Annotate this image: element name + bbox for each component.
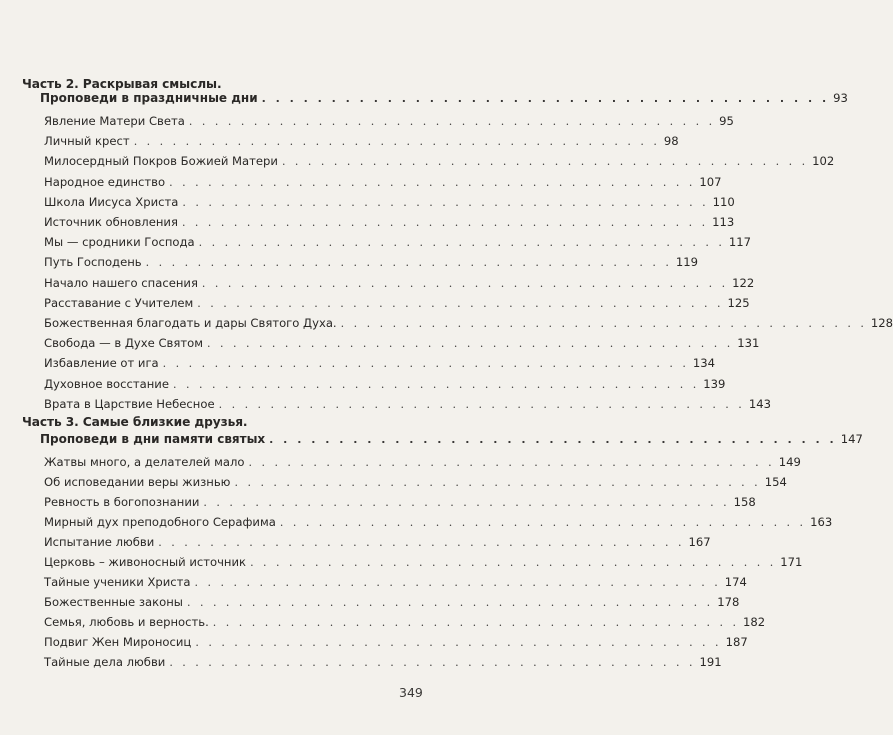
dot-leader: . . . . . . . . . . . . . . . . . . . . . . . . . . . . . . . . . . . . . . . . . bbox=[133, 135, 660, 149]
entry-title: Мы — сродники Господа bbox=[44, 235, 195, 250]
dot-leader: . . . . . . . . . . . . . . . . . . . . . . . . . . . . . . . . . . . . . . . . . bbox=[172, 377, 700, 391]
toc-entry[interactable] bbox=[0, 396, 771, 415]
toc-entry[interactable] bbox=[0, 535, 711, 553]
page-ref: 107 bbox=[699, 174, 722, 189]
toc-entry[interactable] bbox=[0, 595, 740, 613]
toc-entry[interactable] bbox=[0, 336, 760, 354]
toc-entry[interactable] bbox=[0, 475, 787, 493]
entry-title: Школа Иисуса Христа bbox=[44, 194, 179, 209]
part-2-title: Часть 2. Раскрывая смыслы. bbox=[22, 77, 222, 91]
toc-entry[interactable] bbox=[0, 455, 801, 473]
entry-title: Мирный дух преподобного Серафима bbox=[44, 515, 276, 529]
entry-title: Божественная благодать и дары Святого Духа. bbox=[44, 316, 337, 330]
entry-title: Милосердный Покров Божией Матери bbox=[44, 154, 278, 169]
page-ref: 93 bbox=[833, 91, 848, 105]
entry-title: Церковь – живоносный источник bbox=[44, 555, 247, 569]
page-number: 349 bbox=[399, 685, 423, 700]
toc-entry[interactable] bbox=[0, 275, 755, 294]
dot-leader: . . . . . . . . . . . . . . . . . . . . . . . . . . . . . . . . . . . . . . . . . bbox=[182, 195, 709, 209]
entry-title: Источник обновления bbox=[44, 215, 178, 229]
page-ref: 128 bbox=[870, 316, 893, 330]
section-label: Проповеди в дни памяти святых bbox=[40, 432, 266, 446]
toc-entry[interactable] bbox=[0, 655, 722, 673]
page-ref: 122 bbox=[732, 275, 755, 290]
dot-leader: . . . . . . . . . . . . . . . . . . . . . . . . . . . . . . . . . . . . . . . . . bbox=[186, 596, 714, 609]
dot-leader: . . . . . . . . . . . . . . . . . . . . . . . . . . . . . . . . . . . . . . . . . bbox=[206, 337, 734, 351]
toc-entry[interactable] bbox=[0, 356, 716, 374]
page-ref: 110 bbox=[712, 194, 735, 209]
section-holiday-sermons[interactable] bbox=[0, 91, 848, 109]
toc-entry[interactable] bbox=[0, 114, 734, 132]
entry-title: Об исповедании веры жизнью bbox=[44, 475, 231, 489]
page-ref: 178 bbox=[717, 595, 740, 609]
toc-entry[interactable] bbox=[0, 255, 698, 273]
dot-leader: . . . . . . . . . . . . . . . . . . . . . . . . . . . . . . . . . . . . . . . . . bbox=[188, 115, 716, 128]
dot-leader: . . . . . . . . . . . . . . . . . . . . . . . . . . . . . . . . . . . . . . . . . bbox=[234, 476, 761, 489]
entry-title: Семья, любовь и верность. bbox=[44, 615, 209, 629]
page-ref: 171 bbox=[780, 555, 803, 569]
toc-entry[interactable] bbox=[0, 316, 893, 334]
toc-entry[interactable] bbox=[0, 215, 735, 233]
page-ref: 102 bbox=[812, 154, 835, 169]
dot-leader: . . . . . . . . . . . . . . . . . . . . . . . . . . . . . . . . . . . . . . . . . bbox=[203, 496, 730, 509]
dot-leader: . . . . . . . . . . . . . . . . . . . . . . . . . . . . . . . . . . . . . . . . . bbox=[279, 516, 807, 529]
dot-leader: . . . . . . . . . . . . . . . . . . . . . . . . . . . . . . . . . . . . . . . . . bbox=[145, 256, 672, 270]
entry-title: Тайные ученики Христа bbox=[44, 575, 191, 589]
toc-entry[interactable] bbox=[0, 555, 803, 573]
page-ref: 131 bbox=[737, 336, 760, 351]
part-3-title: Часть 3. Самые близкие друзья. bbox=[22, 415, 248, 429]
page-ref: 134 bbox=[692, 356, 716, 371]
dot-leader: . . . . . . . . . . . . . . . . . . . . . . . . . . . . . . . . . . . . . . . . . bbox=[169, 656, 696, 669]
entry-title: Личный крест bbox=[44, 134, 130, 149]
dot-leader: . . . . . . . . . . . . . . . . . . . . . . . . . . . . . . . . . . . . . . . . . bbox=[158, 536, 685, 549]
entry-title: Подвиг Жен Мироносиц bbox=[44, 635, 192, 649]
entry-title: Свобода — в Духе Святом bbox=[44, 336, 203, 351]
page-ref: 163 bbox=[810, 515, 833, 529]
entry-title: Начало нашего спасения bbox=[44, 275, 198, 290]
toc-entry[interactable] bbox=[0, 376, 726, 395]
dot-leader: . . . . . . . . . . . . . . . . . . . . . . . . . . . . . . . . . . . . . . . . . bbox=[195, 636, 722, 649]
toc-entry[interactable] bbox=[0, 174, 722, 193]
section-saints-sermons[interactable] bbox=[0, 432, 863, 450]
entry-title: Явление Матери Света bbox=[44, 114, 185, 128]
toc-entry[interactable] bbox=[0, 295, 750, 314]
dot-leader: . . . . . . . . . . . . . . . . . . . . . . . . . . . . . . . . . . . . . . . . . bbox=[248, 456, 775, 469]
page-ref: 95 bbox=[719, 114, 734, 128]
dot-leader: . . . . . . . . . . . . . . . . . . . . . . . . . . . . . . . . . . . . . . . . . bbox=[194, 576, 721, 589]
toc-entry[interactable] bbox=[0, 615, 766, 633]
entry-title: Жатвы много, а делателей мало bbox=[44, 455, 245, 469]
page-ref: 143 bbox=[748, 396, 771, 411]
page-ref: 167 bbox=[688, 535, 711, 549]
page-ref: 117 bbox=[728, 235, 752, 250]
dot-leader: . . . . . . . . . . . . . . . . . . . . . . . . . . . . . . . . . . . . . . . . . bbox=[181, 216, 709, 229]
page-ref: 191 bbox=[699, 655, 722, 669]
page-ref: 182 bbox=[743, 615, 766, 629]
page-ref: 125 bbox=[727, 295, 750, 310]
dot-leader: . . . . . . . . . . . . . . . . . . . . . . . . . . . . . . . . . . . . . . . . . bbox=[201, 276, 729, 290]
dot-leader: . . . . . . . . . . . . . . . . . . . . . . . . . . . . . . . . . . . . . . . . . bbox=[269, 433, 837, 446]
dot-leader: . . . . . . . . . . . . . . . . . . . . . . . . . . . . . . . . . . . . . . . . . bbox=[340, 317, 867, 330]
entry-title: Божественные законы bbox=[44, 595, 183, 609]
page-ref: 98 bbox=[663, 134, 679, 149]
toc-entry[interactable] bbox=[0, 134, 679, 152]
entry-title: Народное единство bbox=[44, 174, 166, 189]
toc-entry[interactable] bbox=[0, 635, 748, 653]
dot-leader: . . . . . . . . . . . . . . . . . . . . . . . . . . . . . . . . . . . . . . . . . bbox=[162, 357, 689, 371]
page-ref: 147 bbox=[840, 432, 863, 446]
entry-title: Духовное восстание bbox=[44, 376, 169, 391]
page-ref: 154 bbox=[764, 475, 787, 489]
entry-title: Расставание с Учителем bbox=[44, 295, 194, 310]
page-ref: 139 bbox=[703, 376, 726, 391]
toc-entry[interactable] bbox=[0, 235, 752, 253]
dot-leader: . . . . . . . . . . . . . . . . . . . . . . . . . . . . . . . . . . . . . . . . . bbox=[218, 397, 745, 411]
entry-title: Тайные дела любви bbox=[44, 655, 166, 669]
toc-entry[interactable] bbox=[0, 575, 747, 593]
dot-leader: . . . . . . . . . . . . . . . . . . . . . . . . . . . . . . . . . . . . . . . . . bbox=[169, 175, 696, 189]
page-ref: 119 bbox=[675, 255, 698, 270]
toc-entry[interactable] bbox=[0, 194, 735, 213]
entry-title: Избавление от ига bbox=[44, 356, 159, 371]
dot-leader: . . . . . . . . . . . . . . . . . . . . . . . . . . . . . . . . . . . . . . . . . bbox=[212, 616, 740, 629]
toc-entry[interactable] bbox=[0, 495, 756, 513]
entry-title: Ревность в богопознании bbox=[44, 495, 200, 509]
toc-entry[interactable] bbox=[0, 515, 833, 533]
page-ref: 149 bbox=[778, 455, 801, 469]
page-ref: 113 bbox=[712, 215, 735, 229]
dot-leader: . . . . . . . . . . . . . . . . . . . . . . . . . . . . . . . . . . . . . . . . . bbox=[281, 155, 809, 169]
section-label: Проповеди в праздничные дни bbox=[40, 91, 258, 105]
page-ref: 174 bbox=[724, 575, 747, 589]
entry-title: Испытание любви bbox=[44, 535, 155, 549]
dot-leader: . . . . . . . . . . . . . . . . . . . . . . . . . . . . . . . . . . . . . . . . . bbox=[261, 92, 830, 105]
page-ref: 158 bbox=[733, 495, 756, 509]
entry-title: Путь Господень bbox=[44, 255, 142, 270]
toc-entry[interactable] bbox=[0, 154, 835, 172]
dot-leader: . . . . . . . . . . . . . . . . . . . . . . . . . . . . . . . . . . . . . . . . . bbox=[250, 556, 777, 569]
dot-leader: . . . . . . . . . . . . . . . . . . . . . . . . . . . . . . . . . . . . . . . . . bbox=[198, 236, 725, 250]
entry-title: Врата в Царствие Небесное bbox=[44, 396, 215, 411]
page-ref: 187 bbox=[725, 635, 748, 649]
dot-leader: . . . . . . . . . . . . . . . . . . . . . . . . . . . . . . . . . . . . . . . . . bbox=[197, 296, 724, 310]
